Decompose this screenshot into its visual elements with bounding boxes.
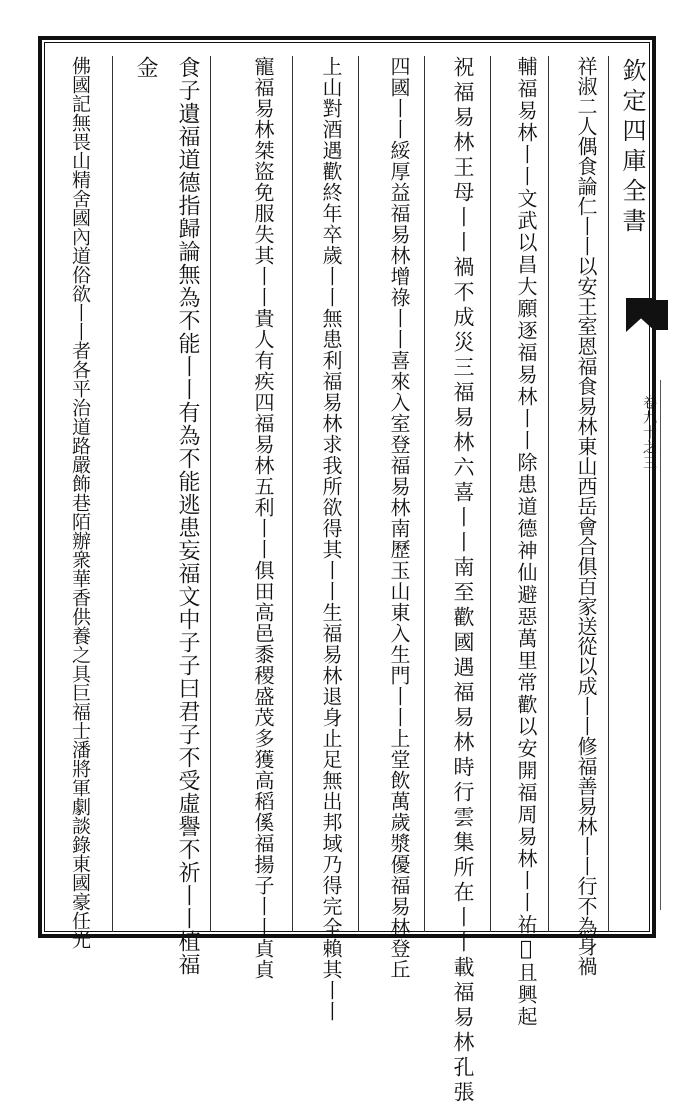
column-text: 祥淑二人偶食論仁丨丨以安王室恩福食易林東山西岳會合俱百家送從以成丨丨修福善易林丨丨行不為身禍 xyxy=(574,56,598,976)
column-text: 食子遺福道德指歸論無為不能丨丨有為不能逃患妄福文中子子曰君子不受虛譽不祈丨丨植福 xyxy=(175,56,200,976)
column-text: 寵福易林桀盜免服失其丨丨貴人有疾四福易林五利丨丨俱田高邑黍稷盛茂多獲高稻傒福揚子丨丨貞貞 xyxy=(251,56,275,980)
text-column-8 xyxy=(128,56,162,926)
text-column-9 xyxy=(64,56,98,949)
column-text: 佛國記無畏山精舍國內道俗欲丨丨者各平治道路嚴飾巷陌辦衆華香供養之具巨福士潘將軍劇談錄東國豪任光 xyxy=(69,56,91,949)
column-divider xyxy=(424,56,425,932)
column-divider xyxy=(490,56,491,932)
column-text: 四國丨丨綏厚益福易林增祿丨丨喜來入室登福易林南歷玉山東入生門丨丨上堂飲萬歲漿優福易林登丘 xyxy=(387,56,411,980)
text-column-6 xyxy=(246,56,280,980)
column-text: 金 xyxy=(133,56,158,82)
book-title: 欽定四庫全書 xyxy=(618,58,646,238)
column-text: 祝福易林王母丨丨禍不成災三福易林六喜丨丨南至歡國遇福易林時行雲集所在丨丨載福易林孔張 xyxy=(451,56,475,1106)
column-divider xyxy=(548,56,549,932)
column-divider xyxy=(292,56,293,932)
text-column-3 xyxy=(446,56,480,1106)
center-margin-title xyxy=(612,58,652,318)
text-column-7 xyxy=(170,56,204,976)
column-divider xyxy=(210,56,211,932)
text-column-2 xyxy=(510,56,544,1028)
text-column-4 xyxy=(382,56,416,980)
juan-label: 卷九十之三 xyxy=(641,395,657,470)
column-divider xyxy=(112,56,113,932)
column-text: 輔福易林丨丨文武以昌大願逐福易林丨丨除患道德神仙避惡萬里常歡以安開福周易林丨丨祐𥝠且興起 xyxy=(514,56,538,1028)
black-band xyxy=(654,300,668,330)
column-text: 上山對酒遇歡終年卒歲丨丨無患利福易林求我所欲得其丨丨生福易林退身止足無出邦域乃得完全賴其丨丨 xyxy=(319,56,343,1022)
column-divider xyxy=(358,56,359,932)
juan-label-box xyxy=(640,395,658,525)
column-divider xyxy=(608,56,609,932)
text-column-5 xyxy=(314,56,348,1022)
text-column-1 xyxy=(570,56,604,976)
margin-rule xyxy=(660,380,661,910)
